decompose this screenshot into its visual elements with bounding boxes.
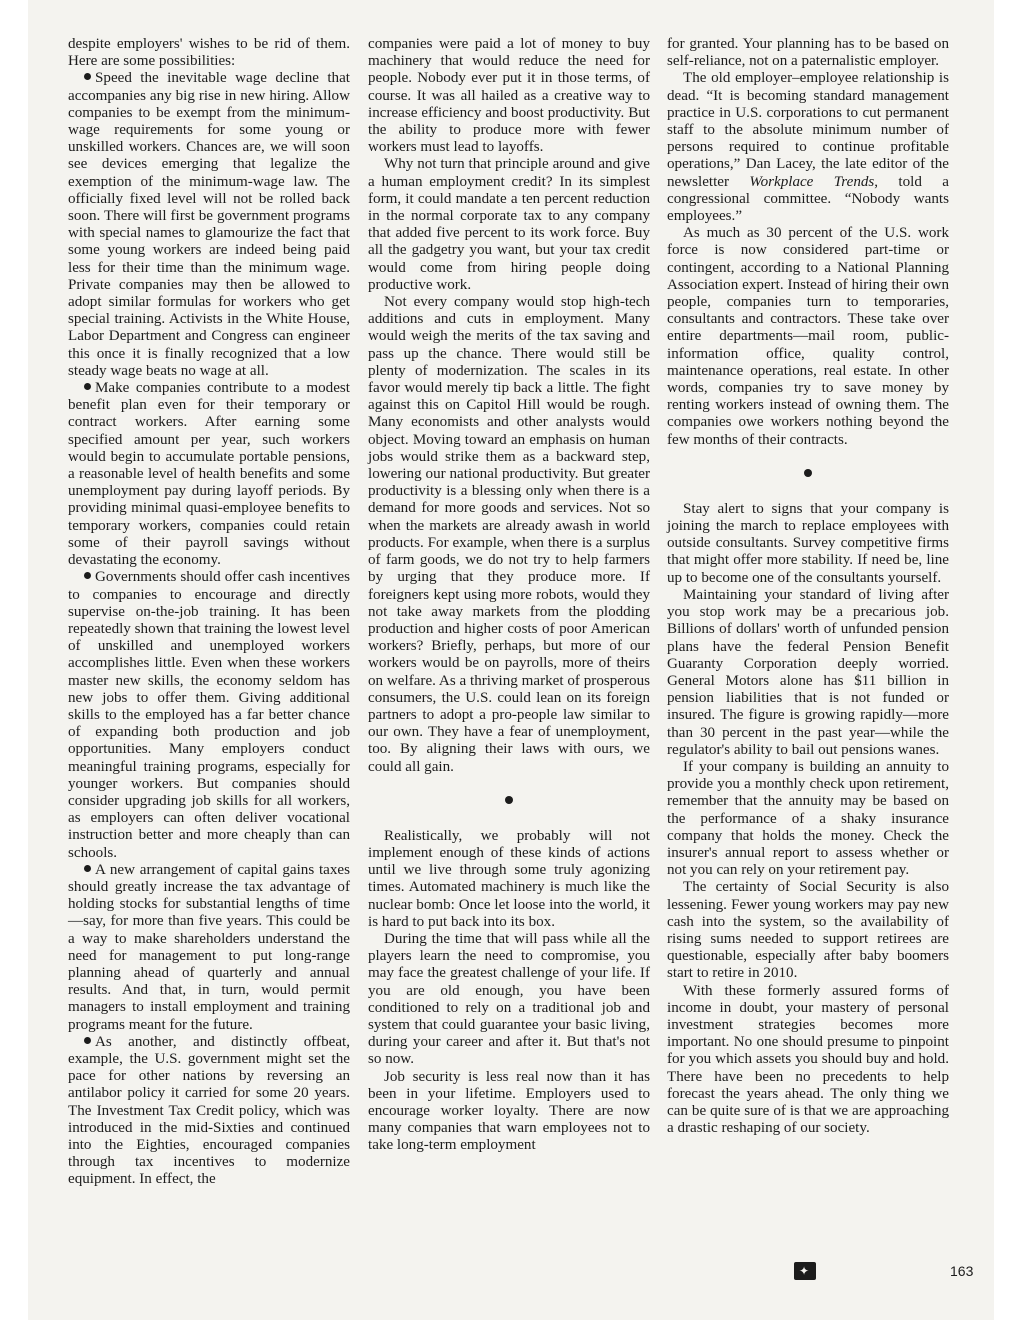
bullet-icon xyxy=(84,1037,91,1044)
section-separator xyxy=(368,776,650,828)
paragraph-text: The certainty of Social Security is also lessening. Fewer young workers may pay new cash into the system, so the availability of rising sums needed to support retirees are questionable, especially after baby boomers start to retire in 2010. xyxy=(667,879,949,982)
paragraph-text: Speed the inevitable wage decline that accompanies any big rise in new hiring. Allow companies to be exempt from the minimum-wage requirements for some young or unskilled workers. Chances are, we will soon see devices emerging that legalize the exemption of the minimum-wage law. The officially fixed level will not be rolled back soon. There will first be government programs with special names to glamourize the fact that some young workers are indeed being paid less for their time than the minimum wage. Private companies may then be allowed to adopt similar formulas for workers who get special training. Activists in the White House, Labor Department and Congress can engineer this once it is finally recognized that a low steady wage beats no wage at all. xyxy=(68,70,350,379)
body-paragraph xyxy=(68,36,350,70)
page-number: 163 xyxy=(950,1263,974,1279)
body-paragraph xyxy=(368,828,650,931)
body-paragraph xyxy=(667,501,949,587)
body-paragraph xyxy=(667,225,949,449)
paragraph-text: for granted. Your planning has to be based on self-reliance, not on a paternalistic employer. xyxy=(667,36,949,70)
rabbit-head-logo-icon: ✦ xyxy=(794,1262,816,1280)
bullet-paragraph xyxy=(68,862,350,1034)
bullet-icon xyxy=(84,73,91,80)
text-column-3 xyxy=(667,36,949,1137)
paragraph-text: During the time that will pass while all the players learn the need to compromise, you may face the greatest challenge of your life. If you are old enough, you have been conditioned to rely on a traditional job and system that could guarantee your basic living, during your career and after it. But that's not so now. xyxy=(368,930,650,1068)
paragraph-text: A new arrangement of capital gains taxes should greatly increase the tax advantage of holding stocks for substantial lengths of time—say, for more than five years. This could be a way to make shareholders understand the need for management to put long-range planning ahead of quarterly and annual results. And that, in turn, would permit managers to install employment and training programs meant for the future. xyxy=(68,861,350,1033)
body-paragraph xyxy=(368,931,650,1069)
bullet-paragraph xyxy=(68,569,350,861)
body-paragraph xyxy=(368,36,650,156)
body-paragraph xyxy=(667,70,949,225)
paragraph-text: Make companies contribute to a modest benefit plan even for their temporary or contract workers. After earning some specified amount per year, such workers would begin to accumulate portable pensions, a reasonable level of health benefits and some unemployment pay during layoff periods. By providing minimal quasi-employee benefits to temporary workers, companies could retain some of their payroll savings without devastating the economy. xyxy=(68,380,350,569)
body-paragraph xyxy=(368,156,650,294)
paragraph-text: despite employers' wishes to be rid of them. Here are some possibilities: xyxy=(68,36,350,70)
body-paragraph xyxy=(368,294,650,776)
separator-dot-icon xyxy=(505,796,513,804)
body-paragraph xyxy=(667,879,949,982)
bullet-icon xyxy=(84,383,91,390)
bullet-paragraph xyxy=(68,1034,350,1189)
paragraph-text: Job security is less real now than it has been in your lifetime. Employers used to encourage worker loyalty. There are now many companies that warn employees not to take long-term employment xyxy=(368,1068,650,1154)
bullet-paragraph xyxy=(68,70,350,380)
body-paragraph xyxy=(667,36,949,70)
paragraph-text: Stay alert to signs that your company is joining the march to replace employees with outside consultants. Survey competitive firms that might offer more stability. If need be, line up to become one of the consultants yourself. xyxy=(667,500,949,586)
bullet-paragraph xyxy=(68,380,350,569)
text-column-2 xyxy=(368,36,650,1155)
separator-dot-icon xyxy=(804,469,812,477)
paragraph-text: Governments should offer cash incentives to companies to encourage and directly supervise on-the-job training. It has been repeatedly shown that training the lowest level of unskilled and unemployed workers accomplishes little. Even when these workers master new skills, the economy seldom has new jobs to offer them. Giving additional skills to the employed has a far better chance of expanding both production and job opportunities. Many employers conduct meaningful training programs, especially for younger workers. But companies should consider upgrading job skills for all workers, as employers can often deliver vocational instruction better and more cheaply than can schools. xyxy=(68,569,350,861)
paragraph-text: Not every company would stop high-tech additions and cuts in employment. Many would weigh the merits of the tax saving and pass up the chance. There would still be plenty of modernization. The scales in its favor would merely tip back a little. The fight against this on Capitol Hill would be rough. Many economists and other analysts would object. Moving toward an emphasis on human jobs would strike them as a backward step, lowering our national productivity. But greater productivity is a blessing only when there is a demand for more goods and services. Not so when the markets are already awash in world products. For example, when there is a surplus of farm goods, we do not try to help farmers by urging that they produce more. If foreigners kept using more robots, would they not take away markets from the plodding production and higher costs of poor American workers? Briefly, perhaps, but more of our workers would be on payrolls, more of theirs on welfare. As a thriving market of prosperous consumers, the U.S. could lean on its foreign partners to adopt a pro-people law similar to our own. They have a fear of unemployment, too. By aligning their laws with ours, we could all gain. xyxy=(368,294,650,775)
body-paragraph xyxy=(667,587,949,759)
body-paragraph xyxy=(667,759,949,879)
paragraph-text: With these formerly assured forms of income in doubt, your mastery of personal investment strategies becomes more important. No one should presume to pinpoint for you which assets you should buy and hold. There have been no precedents to help forecast the years ahead. The only thing we can be quite sure of is that we are approaching a drastic reshaping of our society. xyxy=(667,982,949,1137)
body-paragraph xyxy=(667,983,949,1138)
bullet-icon xyxy=(84,572,91,579)
paragraph-text: The old employer–employee relationship is dead. “It is becoming standard management practice in U.S. corporations to cut permanent staff to the absolute minimum number of persons required to continue profitable operations,” Dan Lacey, the late editor of the newsletter Workplace Trends, told a congressional committee. “Nobody wants employees.” xyxy=(667,70,949,225)
paragraph-text: companies were paid a lot of money to buy machinery that would reduce the need for people. Nobody ever put it in those terms, of course. It was all hailed as a creative way to increase efficiency and boost productivity. But the ability to produce more with fewer workers must lead to layoffs. xyxy=(368,36,650,156)
paragraph-text: As much as 30 percent of the U.S. work force is now considered part-time or contingent, according to a National Planning Association expert. Instead of hiring their own people, companies turn to temporaries, consultants and contractors. These take over entire departments—mail room, public-information office, quality control, maintenance operations, real estate. In other words, companies try to save money by renting workers instead of owning them. The companies owe workers nothing beyond the few months of their contracts. xyxy=(667,225,949,448)
paragraph-text: As another, and distinctly offbeat, example, the U.S. government might set the pace for other nations by reversing an antilabor policy it carried for some 20 years. The Investment Tax Credit policy, which was introduced in the mid-Sixties and continued into the Eighties, encouraged companies through tax incentives to modernize equipment. In effect, the xyxy=(68,1033,350,1188)
paragraph-text: If your company is building an annuity to provide you a monthly check upon retirement, remember that the annuity may be based on the performance of a shaky insurance company that holds the money. Check the insurer's annual report to assess whether or not you can rely on your retirement pay. xyxy=(667,758,949,879)
text-column-1 xyxy=(68,36,350,1189)
paragraph-text: Realistically, we probably will not implement enough of these kinds of actions until we live through some truly agonizing times. Automated machinery is much like the nuclear bomb: Once let loose into the world, it is hard to put back into its box. xyxy=(368,827,650,930)
paragraph-text: Maintaining your standard of living after you stop work may be a precarious job. Billions of dollars' worth of unfunded pension plans have the federal Pension Benefit Guaranty Corporation deeply worried. General Motors alone has $11 billion in pension liabilities that is not funded or insured. The figure is growing rapidly—more than 30 percent in the past year—while the regulator's ability to bail out pensions wanes. xyxy=(667,586,949,758)
paragraph-text: Why not turn that principle around and give a human employment credit? In its simplest form, it could mandate a ten percent reduction in the normal corporate tax to any company that added five percent to its work force. Buy all the gadgetry you want, but your tax credit would come from hiring people doing productive work. xyxy=(368,156,650,293)
bullet-icon xyxy=(84,865,91,872)
section-separator xyxy=(667,449,949,501)
body-paragraph xyxy=(368,1069,650,1155)
